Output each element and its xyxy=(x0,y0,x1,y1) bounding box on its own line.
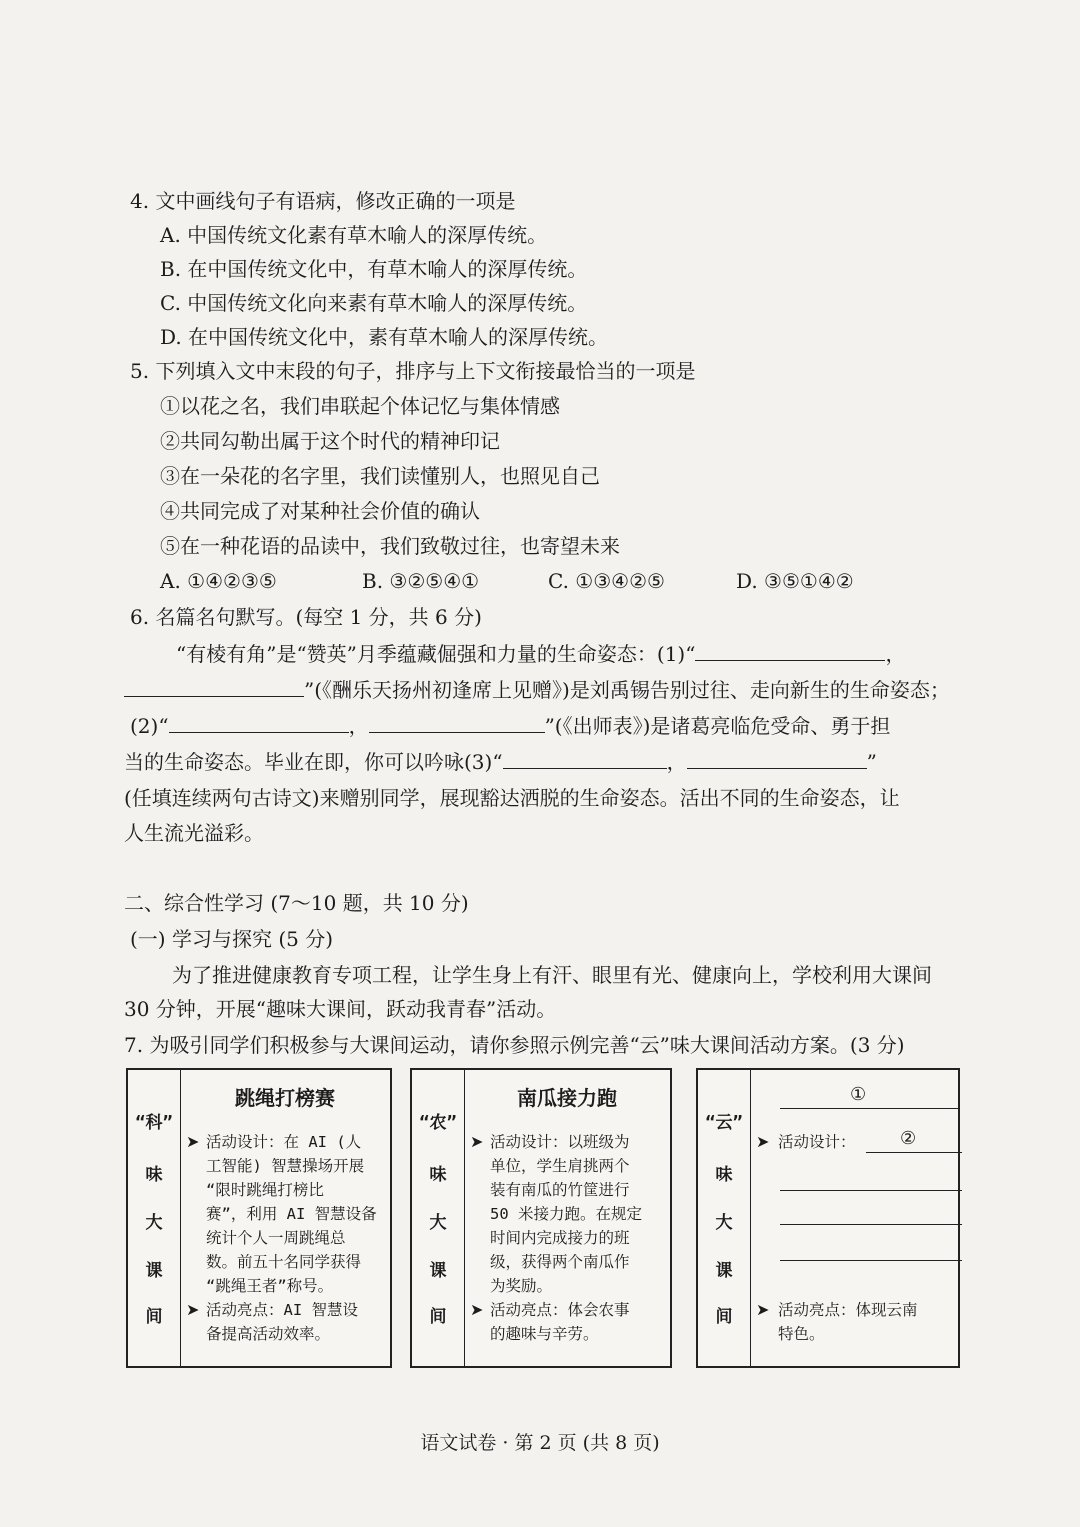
design-blank-1[interactable] xyxy=(866,1152,962,1153)
panel-ke xyxy=(126,1068,392,1368)
section-heading: 二、综合性学习 (7～10 题，共 10 分) xyxy=(124,891,469,915)
q5-sentence-5: ⑤在一种花语的品读中，我们致敬过往，也寄望未来 xyxy=(160,534,620,558)
q6-line-6: 人生流光溢彩。 xyxy=(124,821,264,845)
q4-option-b: B. 在中国传统文化中，有草木喻人的深厚传统。 xyxy=(160,257,588,281)
q6-line-2: ”(《酬乐天扬州初逢席上见赠》)是刘禹锡告别过往、走向新生的生命姿态； xyxy=(124,676,950,703)
arrow-icon: ➤ xyxy=(756,1132,770,1151)
q6-line-3: (2)“ ， ”(《出师表》)是诸葛亮临危受命、勇于担 xyxy=(130,714,891,738)
q4-option-d: D. 在中国传统文化中，素有草木喻人的深厚传统。 xyxy=(160,325,609,349)
blank-3b[interactable] xyxy=(687,748,867,769)
blank-3a[interactable] xyxy=(503,748,667,769)
design-blank-2[interactable] xyxy=(780,1190,962,1191)
page-footer: 语文试卷 · 第 2 页 (共 8 页) xyxy=(420,1432,660,1454)
panel-nong xyxy=(410,1068,672,1368)
q5-choice-c: C. ①③④②⑤ xyxy=(548,569,665,593)
intro-line-2: 30 分钟，开展“趣味大课间，跃动我青春”活动。 xyxy=(124,997,557,1021)
panel-title: 跳绳打榜赛 xyxy=(235,1086,335,1110)
q5-sentence-4: ④共同完成了对某种社会价值的确认 xyxy=(160,499,480,523)
panel-yun xyxy=(696,1068,960,1368)
panel-side: “云” 味 大 课 间 xyxy=(698,1070,751,1366)
design-blank-4[interactable] xyxy=(780,1260,962,1261)
arrow-icon: ➤ xyxy=(470,1300,484,1319)
design-label: 活动设计： xyxy=(778,1133,856,1151)
activity-design: 活动设计：以班级为 单位，学生肩挑两个 装有南瓜的竹筐进行 50 米接力跑。在规定 时间内完成接力的班 级，获得两个南瓜作 为奖励。 xyxy=(490,1133,642,1295)
blank-mark-2: ② xyxy=(900,1128,917,1149)
design-blank-3[interactable] xyxy=(780,1224,962,1225)
q4-option-c: C. 中国传统文化向来素有草木喻人的深厚传统。 xyxy=(160,291,588,315)
arrow-icon: ➤ xyxy=(186,1300,200,1319)
activity-highlight: 活动亮点：体会农事 的趣味与辛劳。 xyxy=(490,1301,630,1343)
blank-1b[interactable] xyxy=(124,676,304,697)
q5-choice-d: D. ③⑤①④② xyxy=(736,569,854,593)
blank-1a[interactable] xyxy=(695,640,885,661)
q6-stem: 6. 名篇名句默写。(每空 1 分，共 6 分) xyxy=(130,605,482,629)
activity-highlight: 活动亮点：AI 智慧设 备提高活动效率。 xyxy=(206,1301,358,1343)
activity-design: 活动设计：在 AI (人 工智能) 智慧操场开展 “限时跳绳打榜比 赛”，利用 AI 智慧设备 统计个人一周跳绳总 数。前五十名同学获得 “跳绳王者”称号。 xyxy=(206,1133,377,1295)
q5-choice-a: A. ①④②③⑤ xyxy=(160,569,277,593)
q7-stem: 7. 为吸引同学们积极参与大课间运动，请你参照示例完善“云”味大课间活动方案。(3 分) xyxy=(124,1033,905,1057)
q5-stem: 5. 下列填入文中末段的句子，排序与上下文衔接最恰当的一项是 xyxy=(130,359,696,383)
arrow-icon: ➤ xyxy=(470,1132,484,1151)
q4-option-a: A. 中国传统文化素有草木喻人的深厚传统。 xyxy=(160,223,548,247)
activity-highlight: 活动亮点：体现云南 特色。 xyxy=(778,1301,918,1343)
q5-sentence-2: ②共同勾勒出属于这个时代的精神印记 xyxy=(160,429,500,453)
intro-line-1: 为了推进健康教育专项工程，让学生身上有汗、眼里有光、健康向上，学校利用大课间 xyxy=(172,963,932,987)
arrow-icon: ➤ xyxy=(186,1132,200,1151)
q6-line-5: (任填连续两句古诗文)来赠别同学，展现豁达洒脱的生命姿态。活出不同的生命姿态，让 xyxy=(124,786,900,810)
panel-title: 南瓜接力跑 xyxy=(517,1086,617,1110)
blank-2a[interactable] xyxy=(169,712,349,733)
q6-line-4: 当的生命姿态。毕业在即，你可以吟咏(3)“ ， ” xyxy=(124,750,877,774)
title-blank[interactable] xyxy=(780,1108,960,1109)
q5-choice-b: B. ③②⑤④① xyxy=(362,569,480,593)
section-subheading: (一) 学习与探究 (5 分) xyxy=(130,927,334,951)
panel-side: “农” 味 大 课 间 xyxy=(412,1070,465,1366)
blank-mark-1: ① xyxy=(850,1084,867,1105)
blank-2b[interactable] xyxy=(369,712,545,733)
q5-sentence-3: ③在一朵花的名字里，我们读懂别人，也照见自己 xyxy=(160,464,600,488)
panel-side: “科” 味 大 课 间 xyxy=(128,1070,181,1366)
q5-sentence-1: ①以花之名，我们串联起个体记忆与集体情感 xyxy=(160,394,560,418)
arrow-icon: ➤ xyxy=(756,1300,770,1319)
q4-stem: 4. 文中画线句子有语病，修改正确的一项是 xyxy=(130,189,516,213)
q6-line-1: “有棱有角”是“赞英”月季蕴藏倔强和力量的生命姿态：(1)“ ， xyxy=(176,642,906,666)
